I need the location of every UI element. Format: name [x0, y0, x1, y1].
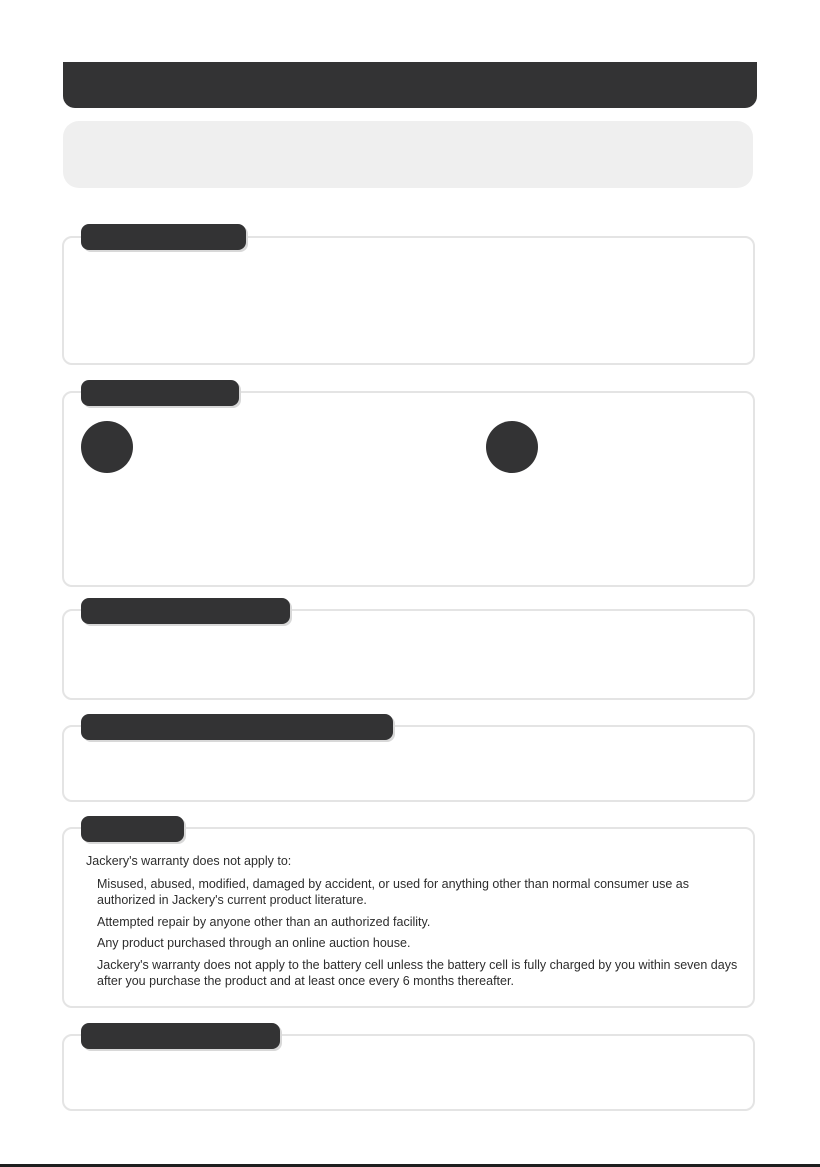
exclusion-item: Attempted repair by anyone other than an authorized facility.: [97, 914, 431, 929]
step-1-circle: [81, 421, 133, 473]
step-2-circle: [486, 421, 538, 473]
section-tab-3: [81, 598, 290, 624]
intro-panel: [63, 121, 753, 188]
section-tab-1: [81, 224, 246, 250]
exclusion-item: Misused, abused, modified, damaged by accident, or used for anything other than normal consumer use as authorized in Jackery's current product literature.: [97, 876, 690, 907]
exclusion-item: Any product purchased through an online auction house.: [97, 936, 411, 950]
exclusions-intro: Jackery's warranty does not apply to:: [86, 854, 292, 868]
exclusions-content: [86, 853, 746, 995]
section-tab-6: [81, 1023, 280, 1049]
section-tab-4: [81, 714, 393, 740]
exclusions-tab: [81, 816, 184, 842]
section-panel-2: [62, 391, 755, 587]
section-tab-2: [81, 380, 239, 406]
page-header-bar: [63, 62, 757, 108]
exclusion-item: Jackery's warranty does not apply to the battery cell unless the battery cell is fully charged by you within seven days after you purchase the product and at least once every 6 months thereafter.: [97, 957, 738, 988]
section-panel-1: [62, 236, 755, 365]
exclusions-list: [97, 876, 746, 990]
